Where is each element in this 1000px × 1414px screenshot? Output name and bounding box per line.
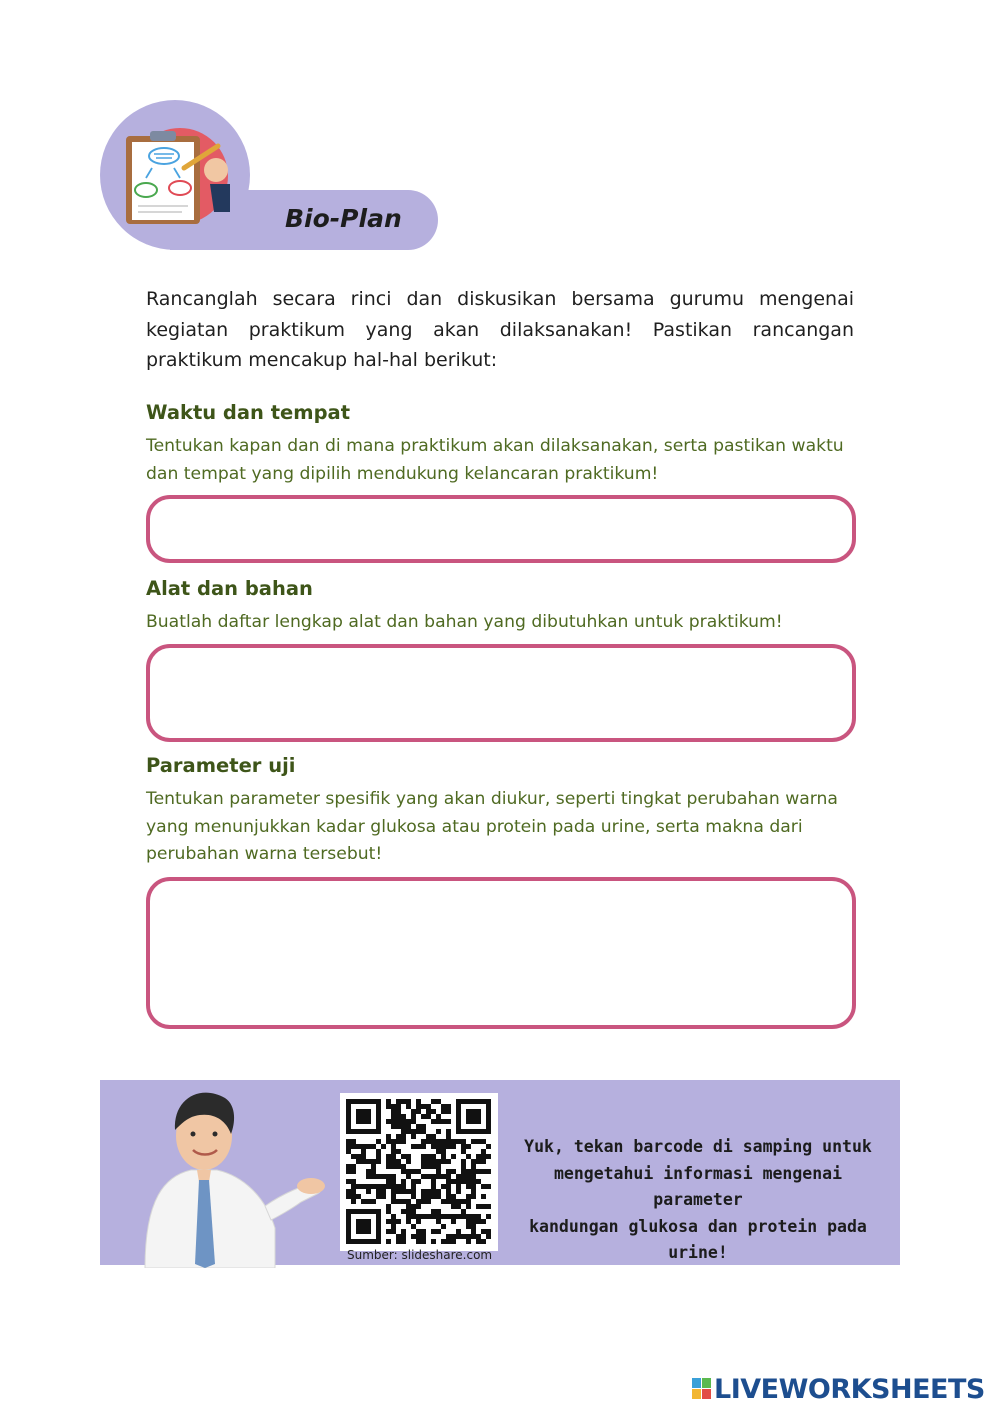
- banner-instruction-text: [512, 1134, 884, 1267]
- answer-box-parameter-uji[interactable]: [146, 877, 856, 1029]
- clipboard-plan-icon: [118, 122, 230, 230]
- presenter-man-icon: [125, 1078, 325, 1268]
- answer-box-waktu-tempat[interactable]: [146, 495, 856, 563]
- banner-text-line: Yuk, tekan barcode di samping untuk: [524, 1137, 872, 1156]
- description-line: Buatlah daftar lengkap alat dan bahan yang dibutuhkan untuk praktikum!: [146, 612, 783, 632]
- liveworksheets-badge-icon: [692, 1378, 712, 1400]
- section-description-parameter-uji: [146, 786, 876, 869]
- banner-text-line: kandungan glukosa dan protein pada urine!: [529, 1216, 867, 1262]
- description-line: perubahan warna tersebut!: [146, 844, 383, 864]
- section-title-alat-bahan: Alat dan bahan: [146, 577, 313, 600]
- section-description-waktu-tempat: [146, 433, 876, 488]
- section-description-alat-bahan: [146, 609, 876, 637]
- section-title-waktu-tempat: Waktu dan tempat: [146, 401, 351, 424]
- brand-name: LIVEWORKSHEETS: [714, 1374, 985, 1405]
- description-line: yang menunjukkan kadar glukosa atau protein pada urine, serta makna dari: [146, 816, 803, 837]
- section-title-parameter-uji: Parameter uji: [146, 754, 296, 777]
- description-line: dan tempat yang dipilih mendukung kelancaran praktikum!: [146, 463, 659, 484]
- qr-code-icon[interactable]: [340, 1093, 498, 1251]
- description-line: Tentukan kapan dan di mana praktikum akan dilaksanakan, serta pastikan waktu: [146, 436, 844, 456]
- banner-text-line: mengetahui informasi mengenai parameter: [553, 1163, 843, 1209]
- page-title: Bio-Plan: [285, 204, 402, 233]
- description-line: Tentukan parameter spesifik yang akan diukur, seperti tingkat perubahan warna: [146, 789, 838, 809]
- intro-paragraph: Rancanglah secara rinci dan diskusikan bersama gurumu mengenai kegiatan praktikum yang akan dilaksanakan! Pastikan rancangan praktikum mencakup hal-hal berikut:: [146, 288, 854, 371]
- answer-box-alat-bahan[interactable]: [146, 644, 856, 742]
- qr-source-caption: Sumber: slideshare.com: [347, 1248, 493, 1262]
